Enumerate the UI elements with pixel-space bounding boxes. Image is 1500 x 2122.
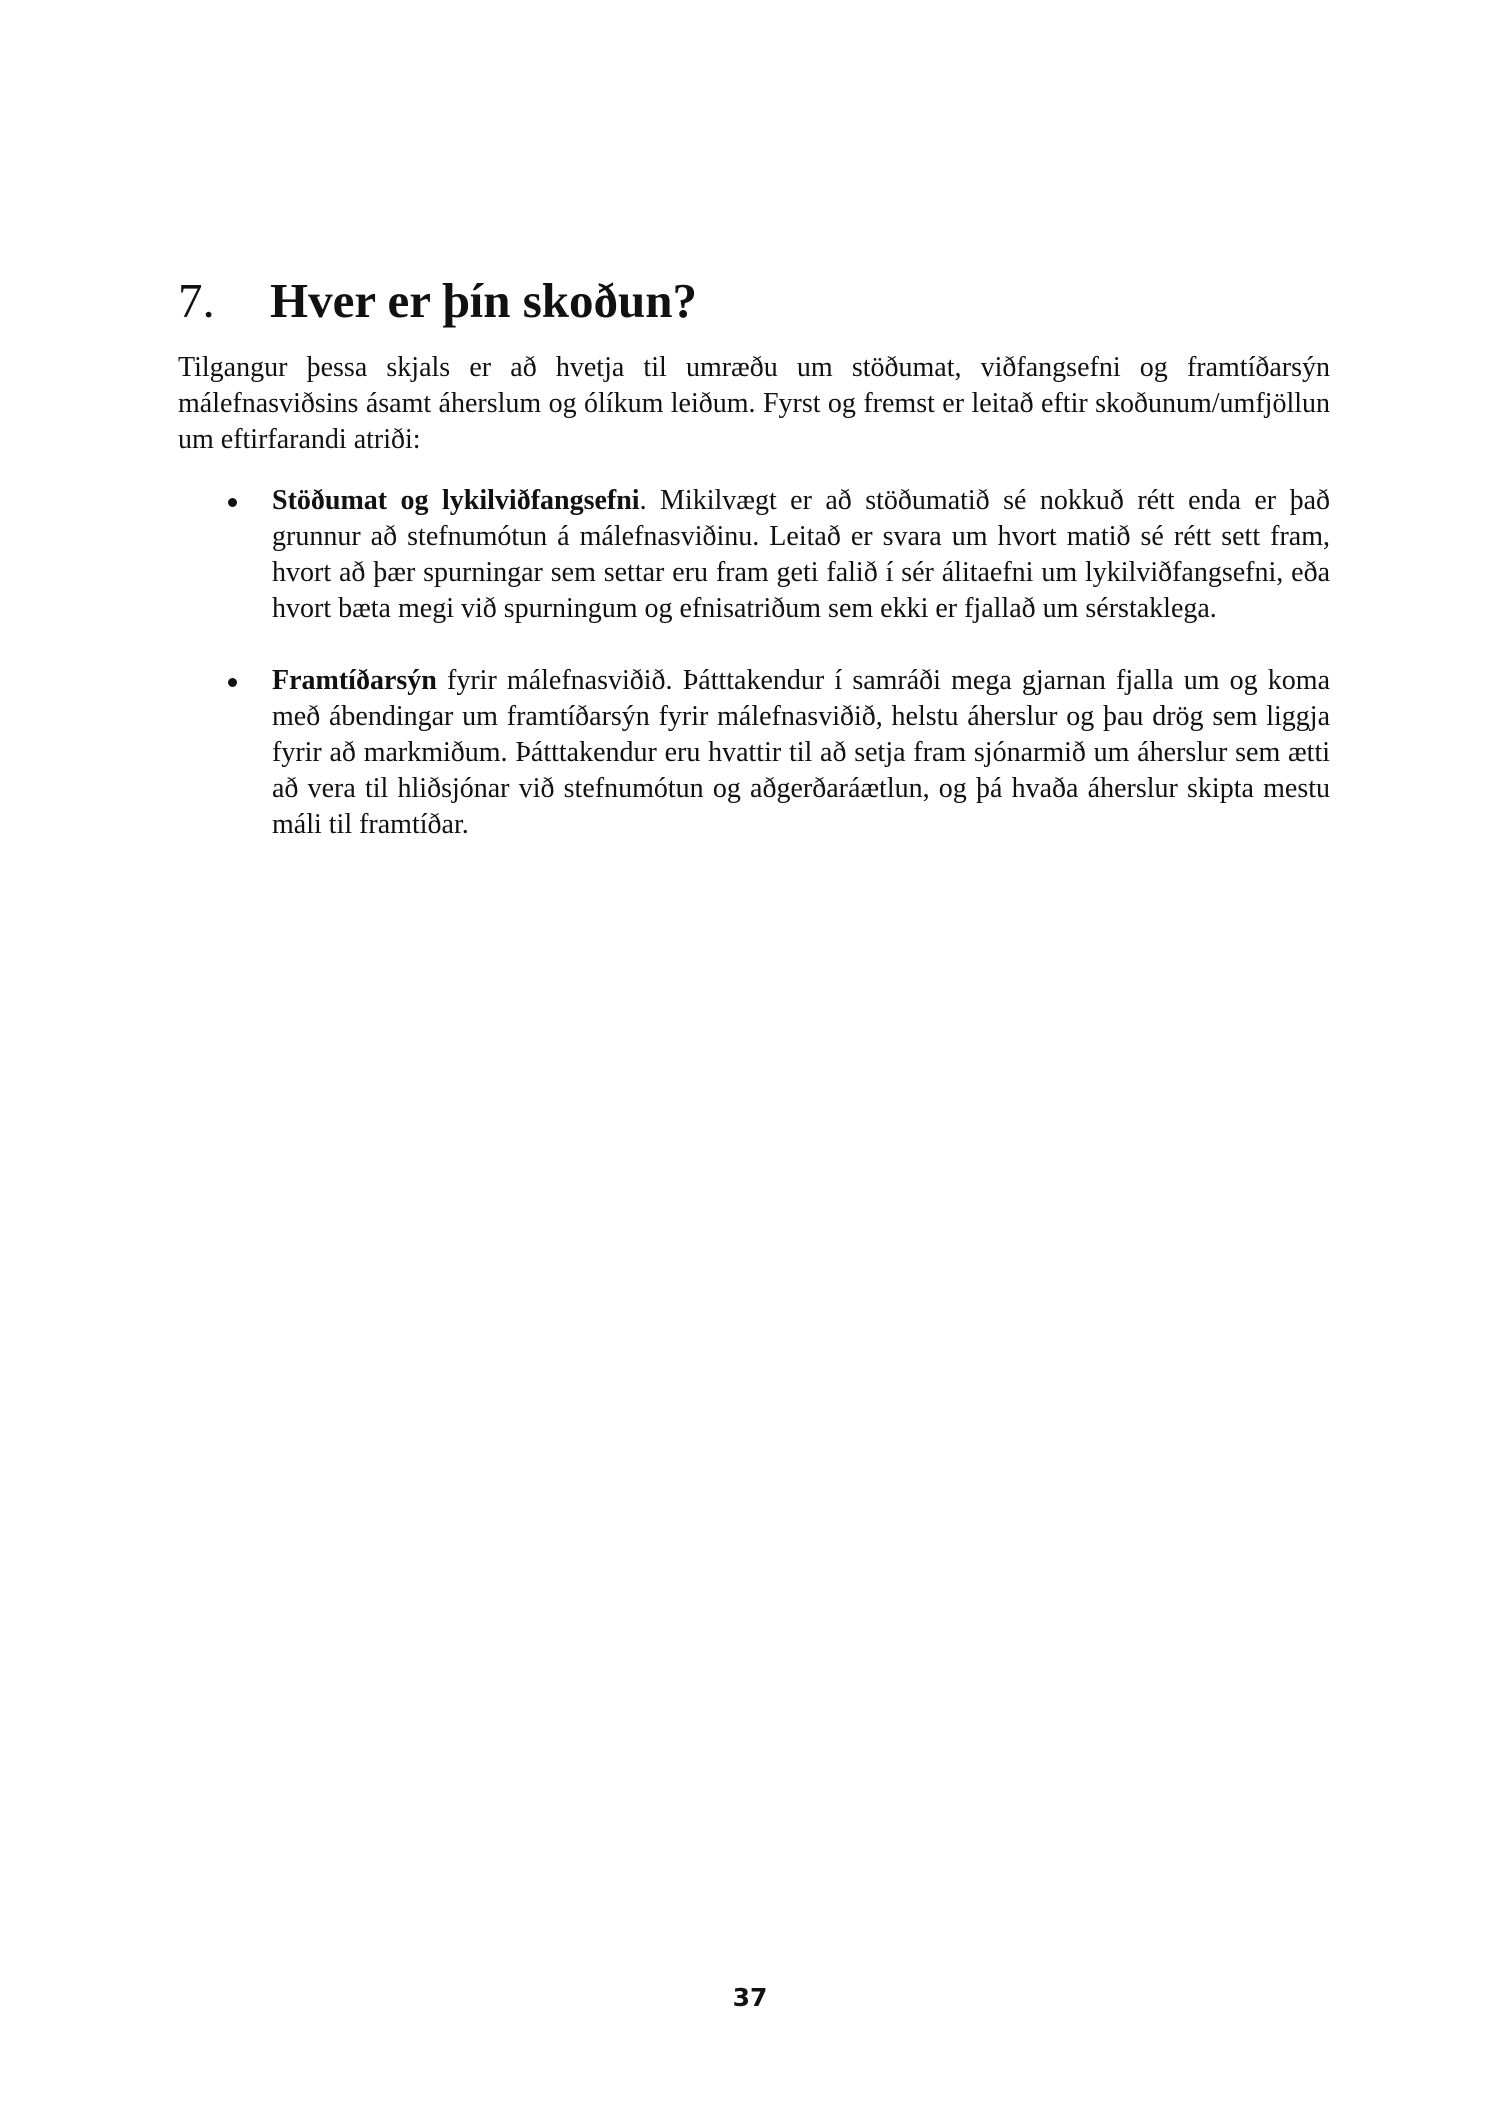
bullet-item-framtidarsyn <box>178 663 1330 843</box>
section-number: 7. <box>178 273 215 328</box>
bullet-term: Stöðumat og lykilviðfangsefni <box>272 485 640 516</box>
bullet-text: . Mikilvægt er að stöðumatið sé nokkuð rétt enda er það grunnur að stefnumótun á málefnasviðinu. Leitað er svara um hvort matið sé rétt sett fram, hvort að þær spurningar sem settar eru fram geti falið í sér álitaefni um lykilviðfangsefni, eða hvort bæta megi við spurningum og efnisatriðum sem ekki er fjallað um sérstaklega. <box>272 485 1331 624</box>
section-heading <box>178 272 1328 342</box>
bullet-text: fyrir málefnasviðið. Þátttakendur í samráði mega gjarnan fjalla um og koma með ábendingar um framtíðarsýn fyrir málefnasviðið, helstu áherslur og þau drög sem liggja fyrir að markmiðum. Þátttakendur eru hvattir til að setja fram sjónarmið um áherslur sem ætti að vera til hliðsjónar við stefnumótun og aðgerðaráætlun, og þá hvaða áherslur skipta mestu máli til framtíðar. <box>272 665 1330 840</box>
bullet-point-icon <box>228 678 237 687</box>
bullet-term: Framtíðarsýn <box>272 665 437 696</box>
intro-paragraph: Tilgangur þessa skjals er að hvetja til umræðu um stöðumat, viðfangsefni og framtíðarsýn málefnasviðsins ásamt áherslum og ólíkum leiðum. Fyrst og fremst er leitað eftir skoðunum/umfjöllun um eftirfarandi atriði: <box>178 352 1330 455</box>
bullet-list <box>178 483 1330 843</box>
bullet-point-icon <box>228 498 237 507</box>
bullet-item-stodumat <box>178 483 1330 627</box>
page-number: 37 <box>732 1983 768 2012</box>
section-title: Hver er þín skoðun? <box>270 273 698 328</box>
